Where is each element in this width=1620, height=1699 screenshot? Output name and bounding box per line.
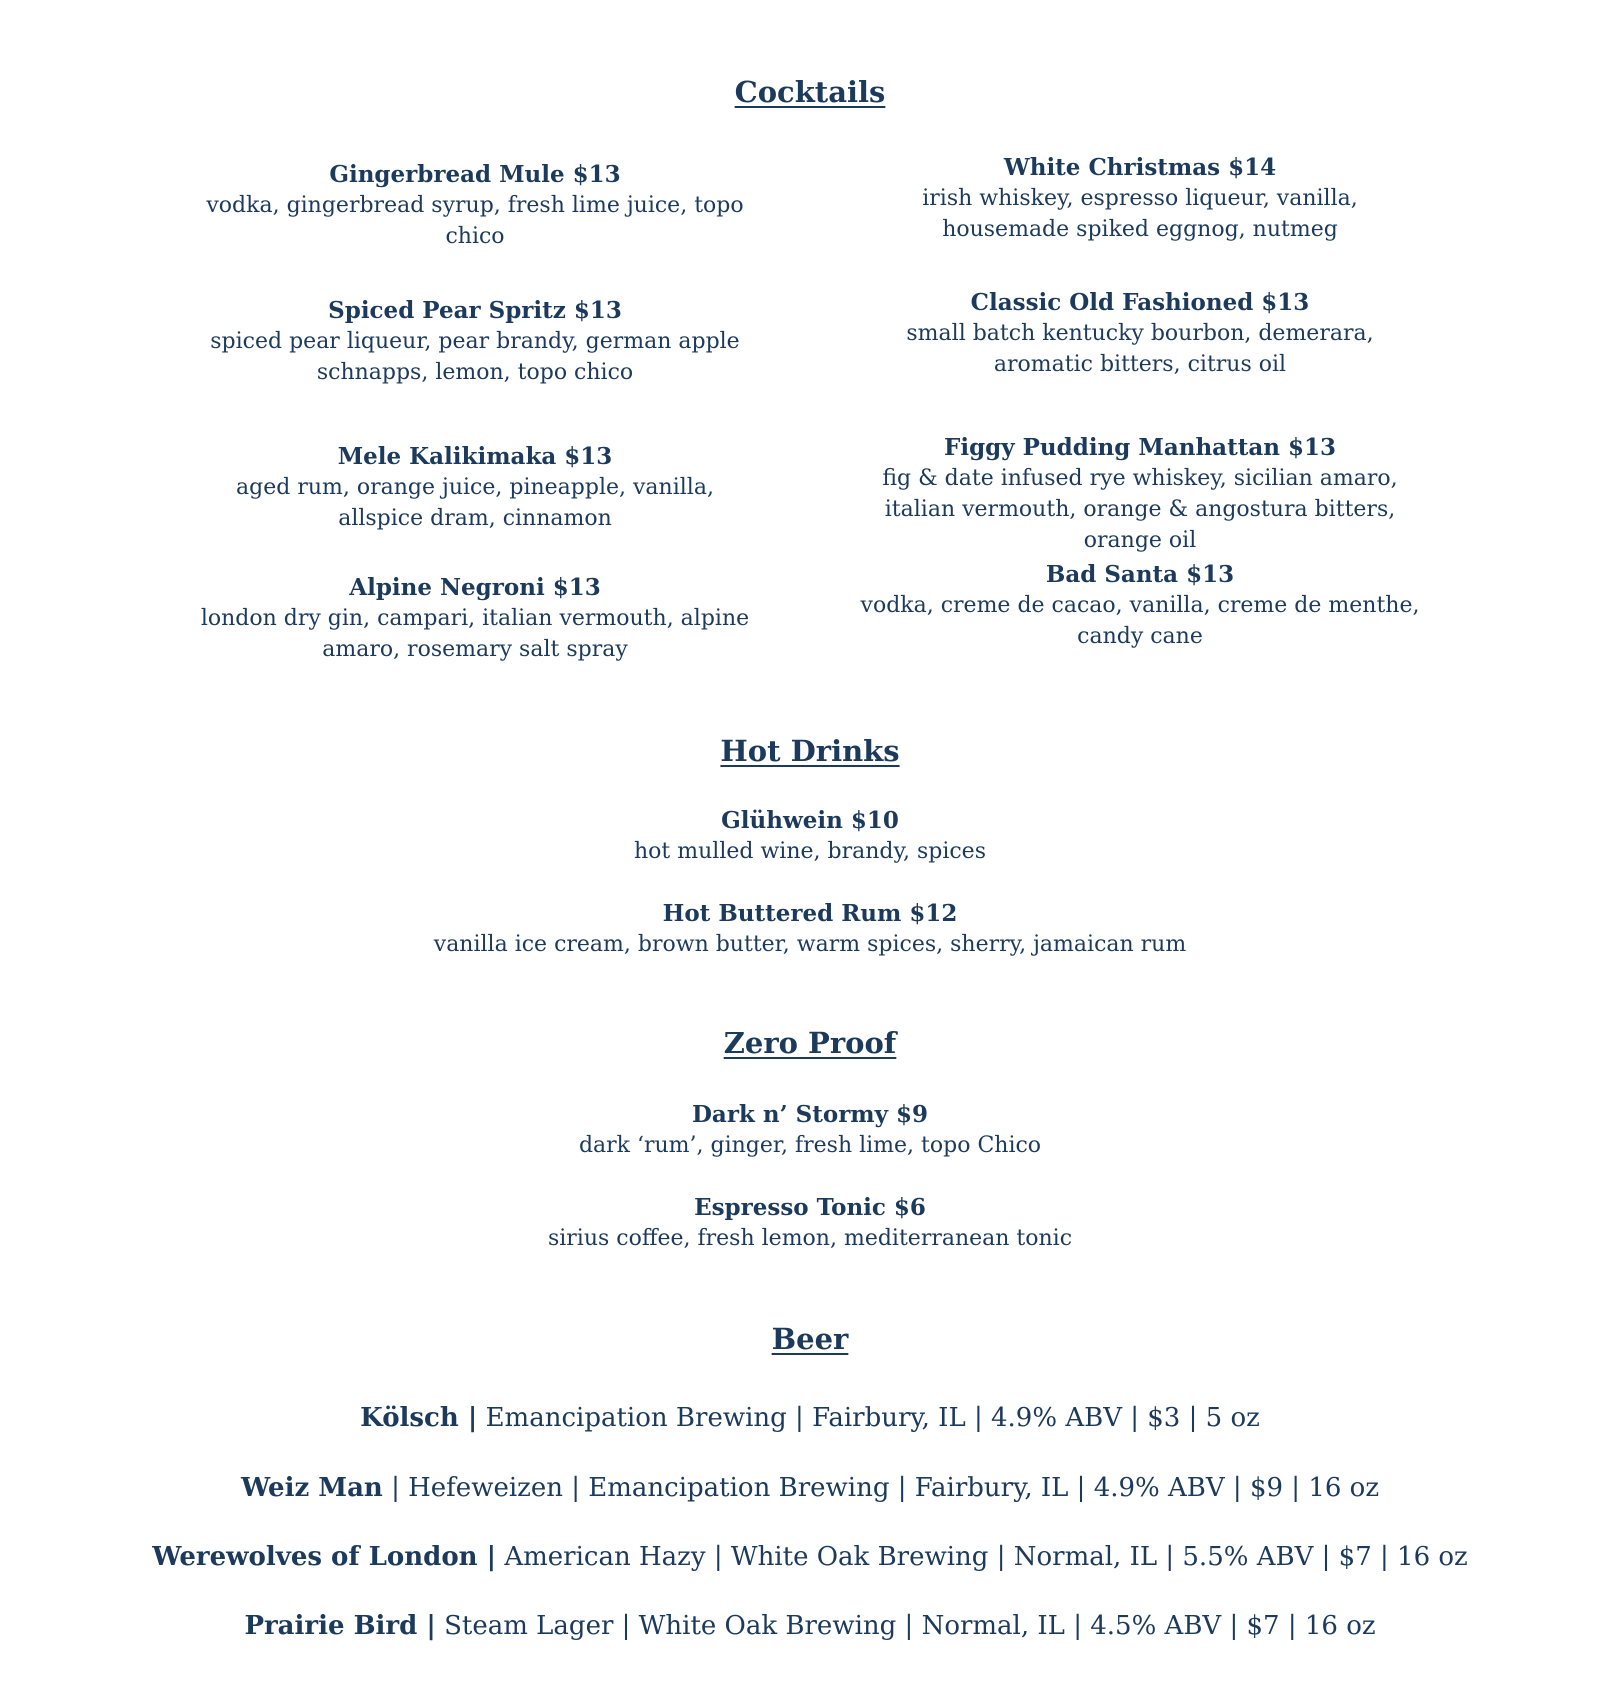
item-description: vodka, gingerbread syrup, fresh lime juice, topo chico [206, 193, 744, 249]
menu-item [860, 152, 1420, 245]
item-name: Gingerbread Mule $13 [329, 161, 621, 188]
menu-item [860, 559, 1420, 652]
menu-item [200, 572, 750, 665]
zero-proof-heading: Zero Proof [723, 1026, 897, 1060]
item-name: Spiced Pear Spritz $13 [328, 297, 622, 324]
item-description: sirius coffee, fresh lemon, mediterranean tonic [547, 1226, 1073, 1251]
item-description: vodka, creme de cacao, vanilla, creme de menthe, candy cane [860, 593, 1420, 649]
beer-name: Kölsch | [360, 1403, 478, 1433]
menu-item [0, 1099, 1620, 1161]
item-description: aged rum, orange juice, pineapple, vanilla, allspice dram, cinnamon [236, 475, 714, 531]
beer-name: Weiz Man [240, 1473, 383, 1503]
beer-details: | Hefeweizen | Emancipation Brewing | Fairbury, IL | 4.9% ABV | $9 | 16 oz [382, 1473, 1380, 1503]
beer-heading: Beer [771, 1322, 849, 1356]
item-name: Figgy Pudding Manhattan $13 [944, 434, 1336, 461]
beer-details: Emancipation Brewing | Fairbury, IL | 4.9% ABV | $3 | 5 oz [477, 1403, 1260, 1433]
item-name: Classic Old Fashioned $13 [970, 289, 1310, 316]
item-name: Espresso Tonic $6 [694, 1194, 926, 1221]
menu-item [860, 432, 1420, 556]
item-name: Alpine Negroni $13 [349, 574, 601, 601]
item-name: Glühwein $10 [721, 807, 899, 834]
item-description: fig & date infused rye whiskey, sicilian amaro, italian vermouth, orange & angostura bitters, orange oil [882, 466, 1398, 553]
cocktails-heading: Cocktails [734, 75, 886, 109]
item-name: Hot Buttered Rum $12 [662, 900, 958, 927]
menu-item [860, 287, 1420, 380]
item-name: White Christmas $14 [1003, 154, 1277, 181]
item-description: small batch kentucky bourbon, demerara, aromatic bitters, citrus oil [906, 321, 1374, 377]
menu-item [0, 1192, 1620, 1254]
beer-name: Prairie Bird | [244, 1611, 436, 1641]
item-description: hot mulled wine, brandy, spices [634, 839, 986, 864]
item-name: Bad Santa $13 [1045, 561, 1235, 588]
beer-details: Steam Lager | White Oak Brewing | Normal, IL | 4.5% ABV | $7 | 16 oz [435, 1611, 1376, 1641]
beer-name: Werewolves of London | [152, 1542, 497, 1572]
beer-item [0, 1540, 1620, 1574]
menu-item [200, 159, 750, 252]
hot-drinks-heading: Hot Drinks [720, 734, 900, 768]
menu-item [200, 295, 750, 388]
beer-item [0, 1609, 1620, 1643]
beer-item [0, 1401, 1620, 1435]
item-name: Mele Kalikimaka $13 [337, 443, 613, 470]
menu-item [0, 805, 1620, 867]
item-name: Dark n’ Stormy $9 [691, 1101, 929, 1128]
menu-item [0, 898, 1620, 960]
beer-details: American Hazy | White Oak Brewing | Normal, IL | 5.5% ABV | $7 | 16 oz [496, 1542, 1468, 1572]
item-description: dark ‘rum’, ginger, fresh lime, topo Chico [578, 1133, 1042, 1158]
item-description: vanilla ice cream, brown butter, warm spices, sherry, jamaican rum [433, 932, 1187, 957]
item-description: spiced pear liqueur, pear brandy, german apple schnapps, lemon, topo chico [210, 329, 740, 385]
menu-item [200, 441, 750, 534]
item-description: london dry gin, campari, italian vermouth, alpine amaro, rosemary salt spray [200, 606, 750, 662]
item-description: irish whiskey, espresso liqueur, vanilla, housemade spiked eggnog, nutmeg [922, 186, 1358, 242]
beer-item [0, 1471, 1620, 1505]
